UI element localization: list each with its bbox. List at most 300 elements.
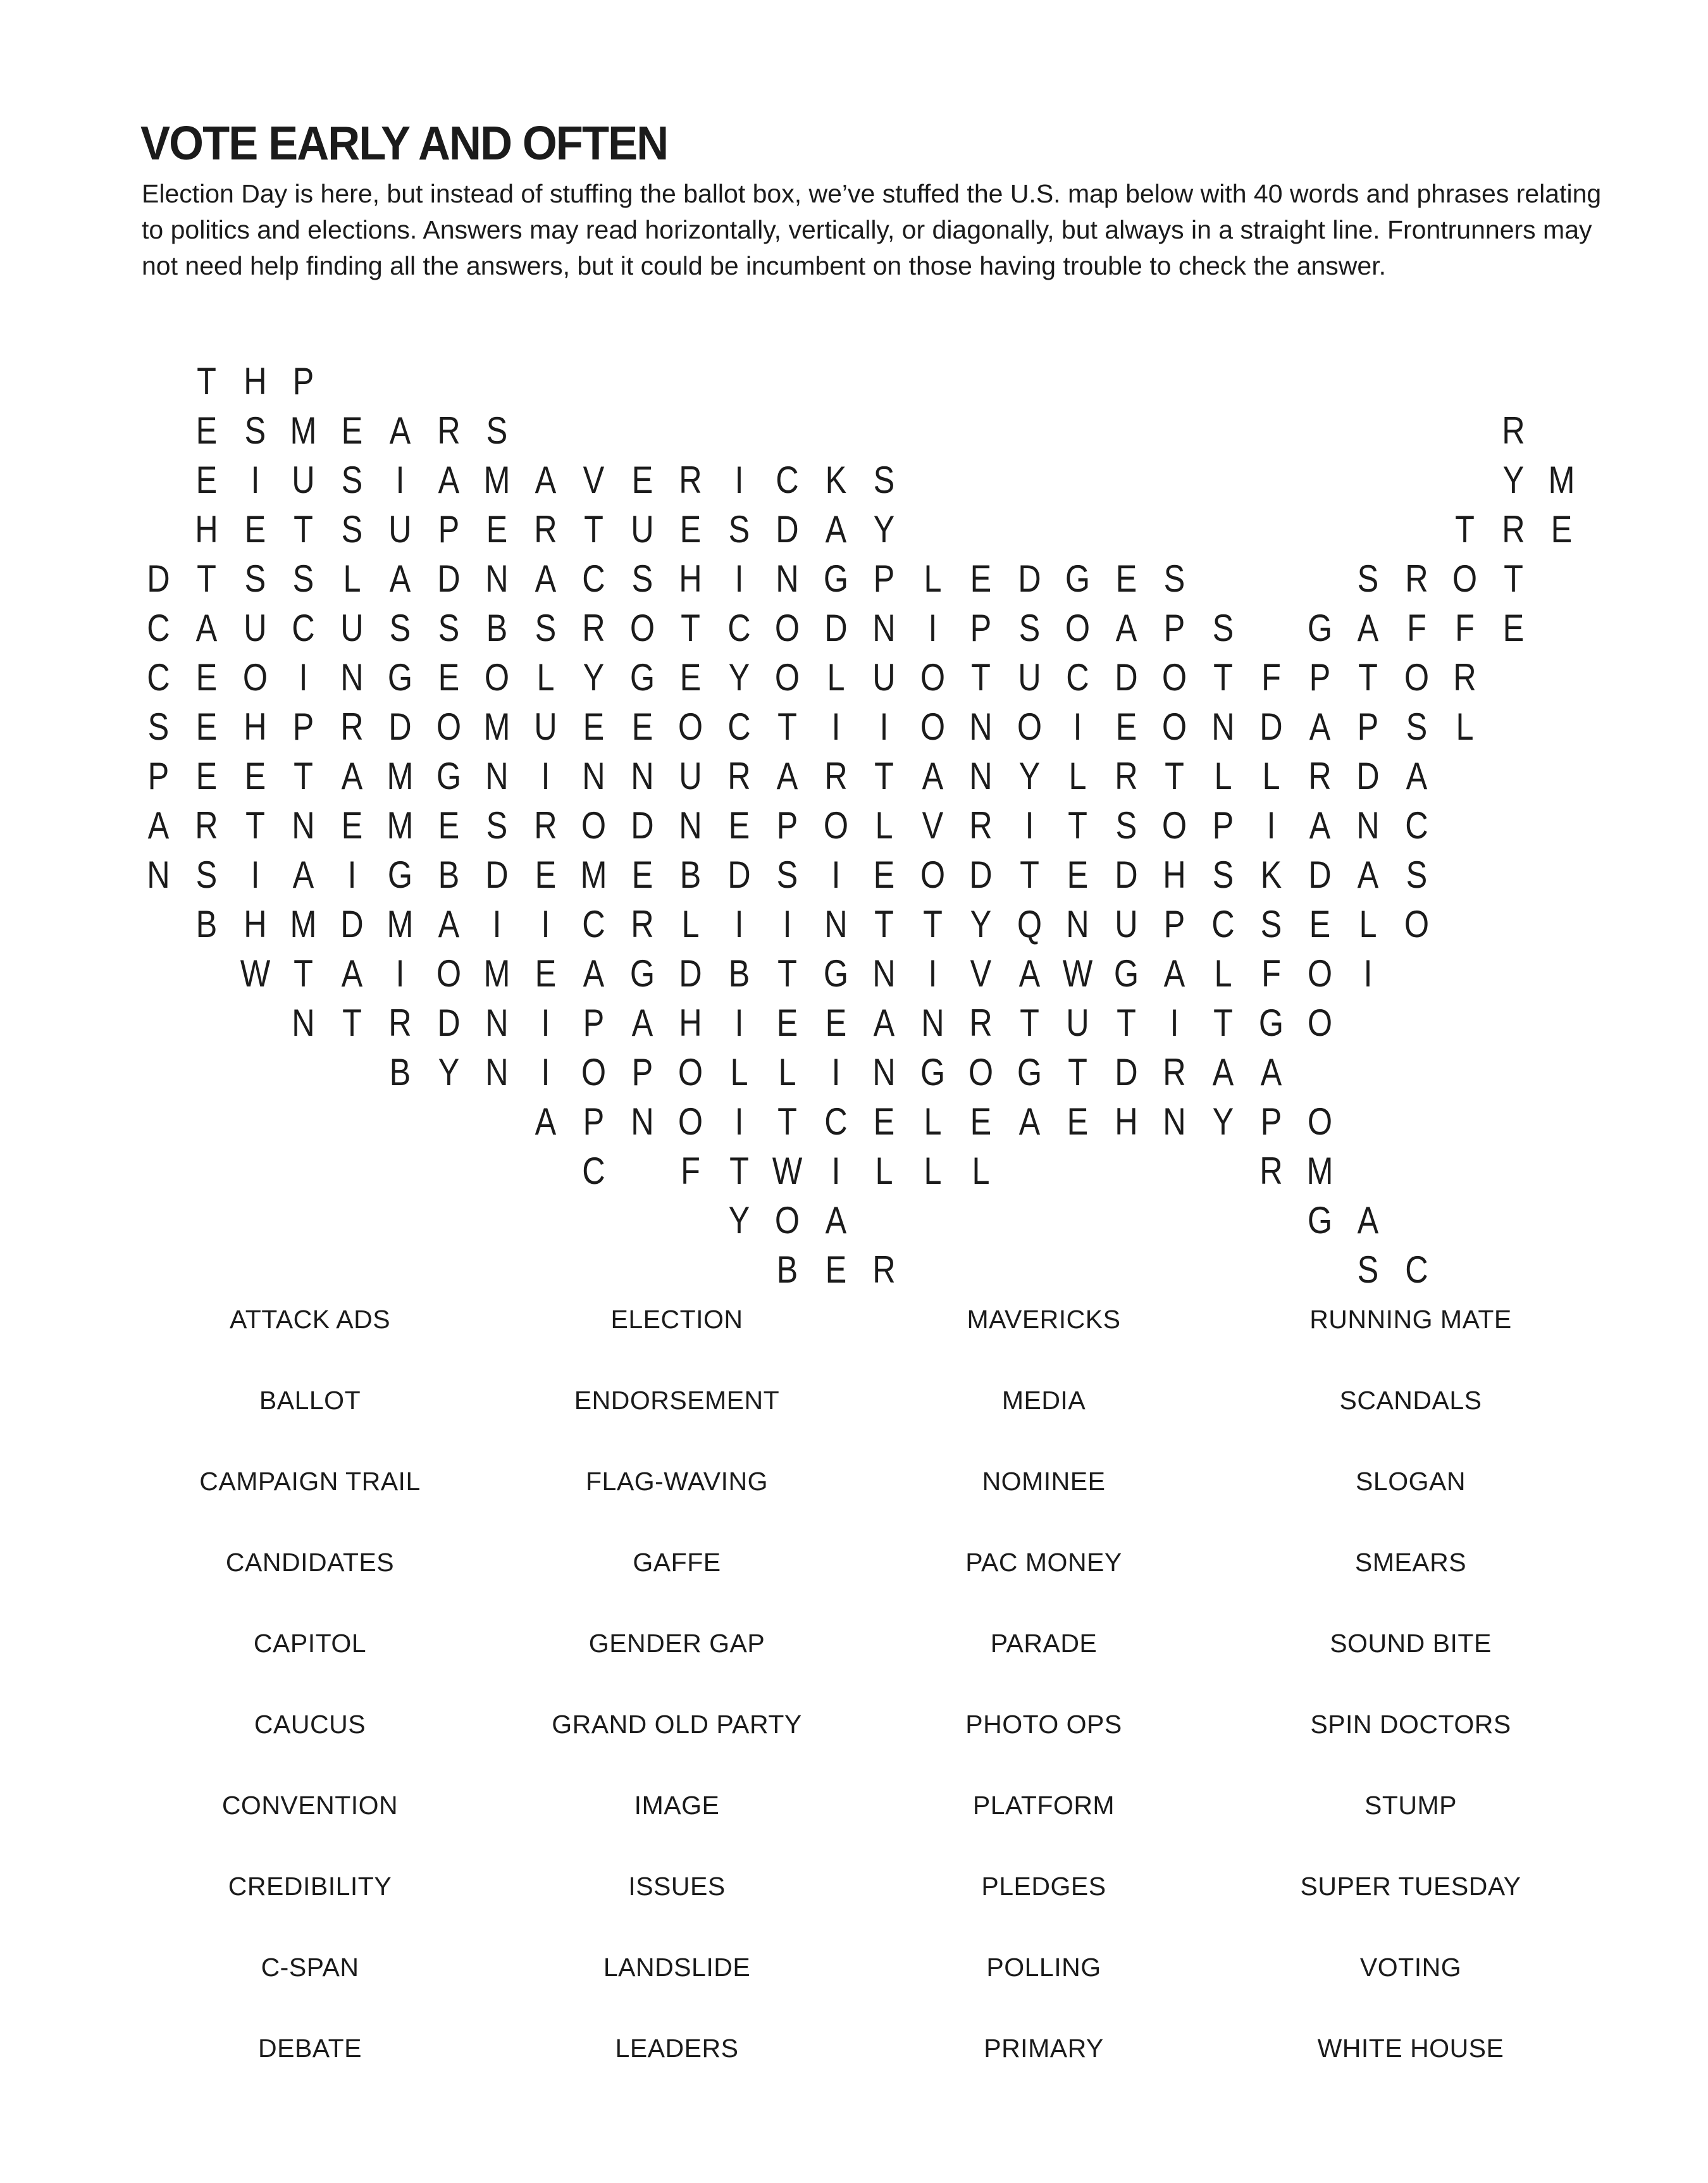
grid-letter: I xyxy=(1024,804,1034,847)
grid-letter: A xyxy=(292,853,314,896)
grid-letter: T xyxy=(1165,754,1184,797)
grid-letter: A xyxy=(583,952,605,995)
grid-letter: G xyxy=(387,656,413,699)
grid-letter: S xyxy=(1212,606,1234,649)
word-list-column xyxy=(1227,1279,1594,2089)
grid-letter: V xyxy=(970,952,992,995)
grid-letter: E xyxy=(1550,507,1573,550)
grid-letter: D xyxy=(388,705,412,748)
grid-letter: I xyxy=(395,458,405,501)
grid-letter: K xyxy=(825,458,846,501)
grid-letter: U xyxy=(872,656,896,699)
grid-letter: H xyxy=(243,705,267,748)
word-list-item: SCANDALS xyxy=(1339,1385,1482,1415)
word-list-item: ENDORSEMENT xyxy=(574,1385,780,1415)
grid-letter: N xyxy=(292,1001,315,1044)
grid-letter: U xyxy=(340,606,364,649)
word-list-item: LANDSLIDE xyxy=(603,1952,751,1982)
grid-letter: R xyxy=(872,1248,896,1291)
grid-letter: G xyxy=(1307,606,1332,649)
grid-letter: O xyxy=(436,705,461,748)
grid-letter: M xyxy=(483,705,511,748)
grid-letter: O xyxy=(1161,656,1187,699)
grid-letter: S xyxy=(244,557,266,600)
grid-letter: L xyxy=(1068,754,1087,797)
grid-letter: N xyxy=(969,705,993,748)
grid-letter: Q xyxy=(1017,902,1042,945)
grid-letter: S xyxy=(1212,853,1234,896)
grid-letter: I xyxy=(783,902,792,945)
grid-letter: L xyxy=(923,557,942,600)
grid-letter: E xyxy=(873,1100,895,1143)
grid-letter: L xyxy=(826,656,845,699)
grid-letter: U xyxy=(243,606,267,649)
grid-letter: L xyxy=(1213,754,1232,797)
grid-letter: R xyxy=(1259,1149,1283,1192)
grid-letter: L xyxy=(875,804,893,847)
grid-letter: I xyxy=(734,557,743,600)
grid-letter: A xyxy=(1309,804,1330,847)
grid-letter: B xyxy=(679,853,702,896)
word-list-item: DEBATE xyxy=(258,2033,362,2063)
grid-letter: T xyxy=(1503,557,1523,600)
grid-letter: E xyxy=(1067,1100,1089,1143)
grid-letter: N xyxy=(630,1100,654,1143)
grid-letter: R xyxy=(1501,507,1525,550)
grid-letter: G xyxy=(1113,952,1139,995)
grid-letter: I xyxy=(734,458,743,501)
grid-letter: R xyxy=(340,705,364,748)
word-list-item: PAC MONEY xyxy=(965,1547,1122,1577)
grid-letter: G xyxy=(387,853,413,896)
grid-letter: Y xyxy=(1018,754,1040,797)
grid-letter: R xyxy=(533,507,557,550)
grid-letter: N xyxy=(485,1001,509,1044)
grid-letter: I xyxy=(347,853,356,896)
grid-letter: D xyxy=(436,1001,461,1044)
grid-letter: S xyxy=(873,458,895,501)
grid-letter: A xyxy=(1018,952,1040,995)
grid-letter: N xyxy=(872,1050,896,1093)
grid-letter: L xyxy=(342,557,361,600)
grid-letter: G xyxy=(920,1050,945,1093)
grid-letter: T xyxy=(777,705,797,748)
grid-letter: Y xyxy=(728,1198,750,1241)
grid-letter: C xyxy=(146,656,170,699)
grid-letter: N xyxy=(292,804,315,847)
grid-letter: O xyxy=(581,1050,607,1093)
grid-letter: E xyxy=(1115,557,1137,600)
grid-letter: E xyxy=(631,458,653,501)
word-list-item: PRIMARY xyxy=(984,2033,1104,2063)
grid-letter: O xyxy=(1161,804,1187,847)
grid-letter: E xyxy=(873,853,895,896)
grid-letter: G xyxy=(823,952,848,995)
grid-letter: Y xyxy=(1212,1100,1234,1143)
grid-letter: A xyxy=(1309,705,1330,748)
grid-letter: C xyxy=(727,606,751,649)
grid-letter: I xyxy=(734,1001,743,1044)
grid-letter: N xyxy=(485,557,509,600)
grid-letter: M xyxy=(1548,458,1575,501)
grid-letter: M xyxy=(1306,1149,1333,1192)
grid-letter: T xyxy=(1358,656,1378,699)
grid-letter: D xyxy=(1114,1050,1138,1093)
word-list-item: CAPITOL xyxy=(253,1628,367,1658)
grid-letter: I xyxy=(831,1050,840,1093)
puzzle-instructions: Election Day is here, but instead of stuffing the ballot box, we’ve stuffed the U.S. map below with 40 words and phrases relating to politics and elections. Answers may read horizontally, vertically, or diagonally, but always in a straight line. Frontrunners may not need help finding all the answers, but it could be incumbent on those having trouble to check the answer. xyxy=(142,179,1602,280)
grid-letter: F xyxy=(1261,952,1281,995)
word-list-item: SLOGAN xyxy=(1356,1466,1466,1496)
grid-letter: A xyxy=(438,458,459,501)
grid-letter: W xyxy=(1062,952,1093,995)
grid-letter: P xyxy=(583,1100,605,1143)
grid-letter: W xyxy=(240,952,270,995)
grid-letter: A xyxy=(873,1001,895,1044)
grid-letter: O xyxy=(1161,705,1187,748)
grid-letter: S xyxy=(535,606,556,649)
grid-letter: T xyxy=(197,557,216,600)
grid-letter: I xyxy=(879,705,889,748)
word-list-item: ATTACK ADS xyxy=(229,1304,391,1334)
grid-letter: G xyxy=(1258,1001,1284,1044)
grid-letter: O xyxy=(1017,705,1042,748)
grid-letter: I xyxy=(831,705,840,748)
grid-letter: U xyxy=(1114,902,1138,945)
grid-letter: F xyxy=(1261,656,1281,699)
grid-letter: A xyxy=(1357,1198,1379,1241)
grid-letter: C xyxy=(1404,1248,1428,1291)
grid-letter: L xyxy=(1359,902,1377,945)
grid-letter: I xyxy=(734,902,743,945)
grid-letter: I xyxy=(831,853,840,896)
grid-letter: P xyxy=(873,557,895,600)
grid-letter: E xyxy=(679,507,702,550)
grid-letter: A xyxy=(1115,606,1137,649)
grid-letter: R xyxy=(969,1001,993,1044)
grid-letter: N xyxy=(485,754,509,797)
grid-letter: S xyxy=(438,606,459,649)
grid-letter: L xyxy=(778,1050,796,1093)
grid-letter: L xyxy=(972,1149,990,1192)
grid-letter: A xyxy=(1260,1050,1282,1093)
grid-letter: T xyxy=(874,902,894,945)
grid-letter: T xyxy=(197,359,216,402)
grid-letter: Y xyxy=(438,1050,459,1093)
grid-letter: B xyxy=(195,902,218,945)
grid-letter: A xyxy=(1018,1100,1040,1143)
word-list-column xyxy=(127,1279,493,2089)
grid-letter: K xyxy=(1260,853,1282,896)
grid-letter: H xyxy=(1114,1100,1138,1143)
word-list-item: SUPER TUESDAY xyxy=(1300,1871,1521,1901)
grid-letter: A xyxy=(147,804,169,847)
word-list-item: SPIN DOCTORS xyxy=(1310,1709,1511,1739)
puzzle-title: VOTE EARLY AND OFTEN xyxy=(140,116,668,170)
grid-letter: E xyxy=(195,754,218,797)
grid-letter: N xyxy=(630,754,654,797)
grid-letter: P xyxy=(1212,804,1234,847)
grid-letter: E xyxy=(1067,853,1089,896)
grid-letter: S xyxy=(341,507,362,550)
grid-letter: O xyxy=(968,1050,994,1093)
word-list-item: BALLOT xyxy=(259,1385,361,1415)
grid-letter: A xyxy=(1357,606,1379,649)
grid-letter: T xyxy=(342,1001,362,1044)
grid-letter: D xyxy=(1356,754,1380,797)
grid-letter: O xyxy=(678,705,703,748)
word-list-item: FLAG-WAVING xyxy=(586,1466,768,1496)
word-list-item: CAUCUS xyxy=(254,1709,366,1739)
grid-letter: E xyxy=(438,804,459,847)
grid-letter: T xyxy=(1213,656,1233,699)
grid-letter: O xyxy=(1404,902,1429,945)
grid-letter: P xyxy=(292,705,314,748)
grid-letter: R xyxy=(969,804,993,847)
grid-letter: T xyxy=(1068,804,1087,847)
grid-letter: T xyxy=(245,804,265,847)
grid-letter: I xyxy=(492,902,502,945)
grid-letter: S xyxy=(631,557,653,600)
grid-letter: D xyxy=(146,557,170,600)
word-list-item: ELECTION xyxy=(610,1304,743,1334)
grid-letter: H xyxy=(679,557,702,600)
grid-letter: R xyxy=(195,804,218,847)
grid-letter: E xyxy=(970,1100,992,1143)
grid-letter: E xyxy=(244,507,266,550)
grid-letter: M xyxy=(387,804,414,847)
grid-letter: N xyxy=(1163,1100,1186,1143)
grid-letter: S xyxy=(244,409,266,452)
grid-letter: H xyxy=(243,359,267,402)
grid-letter: M xyxy=(387,902,414,945)
grid-letter: A xyxy=(825,507,846,550)
grid-letter: B xyxy=(389,1050,411,1093)
grid-letter: G xyxy=(629,952,655,995)
word-list-item: CAMPAIGN TRAIL xyxy=(199,1466,421,1496)
grid-letter: S xyxy=(728,507,750,550)
grid-letter: I xyxy=(250,458,259,501)
grid-letter: A xyxy=(631,1001,653,1044)
grid-letter: T xyxy=(584,507,603,550)
grid-letter: S xyxy=(341,458,362,501)
grid-letter: O xyxy=(1452,557,1478,600)
grid-letter: A xyxy=(389,557,411,600)
grid-letter: O xyxy=(1307,952,1332,995)
grid-letter: S xyxy=(486,804,508,847)
grid-letter: E xyxy=(825,1001,846,1044)
grid-letter: Y xyxy=(1502,458,1524,501)
grid-letter: H xyxy=(243,902,267,945)
word-list-item: GAFFE xyxy=(633,1547,721,1577)
grid-letter: D xyxy=(1114,853,1138,896)
grid-letter: E xyxy=(486,507,508,550)
word-list-item: WHITE HOUSE xyxy=(1317,2033,1504,2063)
grid-letter: R xyxy=(824,754,848,797)
grid-letter: C xyxy=(292,606,315,649)
grid-letter: N xyxy=(146,853,170,896)
grid-letter: V xyxy=(922,804,943,847)
grid-letter: R xyxy=(727,754,751,797)
grid-letter: S xyxy=(195,853,218,896)
grid-letter: U xyxy=(533,705,557,748)
grid-letter: B xyxy=(728,952,750,995)
word-list-item: GENDER GAP xyxy=(588,1628,765,1658)
grid-letter: E xyxy=(535,853,556,896)
grid-letter: S xyxy=(1357,1248,1379,1291)
grid-letter: R xyxy=(1114,754,1138,797)
grid-letter: D xyxy=(485,853,509,896)
grid-letter: A xyxy=(1357,853,1379,896)
grid-letter: E xyxy=(970,557,992,600)
grid-letter: G xyxy=(436,754,461,797)
grid-letter: T xyxy=(1455,507,1475,550)
grid-letter: O xyxy=(581,804,607,847)
grid-letter: P xyxy=(292,359,314,402)
grid-letter: T xyxy=(1019,1001,1039,1044)
grid-letter: O xyxy=(1307,1001,1332,1044)
word-list-item: CONVENTION xyxy=(221,1790,399,1820)
grid-letter: L xyxy=(729,1050,748,1093)
grid-letter: P xyxy=(583,1001,605,1044)
grid-letter: I xyxy=(395,952,405,995)
grid-letter: S xyxy=(486,409,508,452)
grid-letter: S xyxy=(1115,804,1137,847)
grid-letter: B xyxy=(776,1248,798,1291)
grid-letter: R xyxy=(1404,557,1428,600)
grid-letter: O xyxy=(629,606,655,649)
grid-letter: G xyxy=(1065,557,1091,600)
grid-letter: A xyxy=(341,952,362,995)
grid-letter: S xyxy=(1260,902,1282,945)
grid-letter: F xyxy=(1455,606,1475,649)
grid-letter: R xyxy=(1308,754,1332,797)
grid-letter: R xyxy=(582,606,605,649)
grid-letter: O xyxy=(1307,1100,1332,1143)
grid-letter: P xyxy=(1163,606,1185,649)
grid-letter: E xyxy=(1309,902,1330,945)
grid-letter: O xyxy=(1404,656,1429,699)
grid-letter: V xyxy=(583,458,605,501)
grid-letter: G xyxy=(1017,1050,1042,1093)
word-list-item: STUMP xyxy=(1365,1790,1457,1820)
grid-letter: S xyxy=(1018,606,1040,649)
grid-letter: S xyxy=(1406,705,1427,748)
grid-letter: P xyxy=(631,1050,653,1093)
grid-letter: S xyxy=(147,705,169,748)
grid-letter: L xyxy=(1262,754,1280,797)
word-list-item: RUNNING MATE xyxy=(1309,1304,1512,1334)
grid-letter: O xyxy=(920,853,945,896)
grid-letter: O xyxy=(484,656,510,699)
grid-letter: I xyxy=(1266,804,1276,847)
grid-letter: P xyxy=(438,507,459,550)
grid-letter: M xyxy=(580,853,607,896)
grid-letter: M xyxy=(483,952,511,995)
grid-letter: I xyxy=(540,902,550,945)
grid-letter: S xyxy=(292,557,314,600)
word-list-item: IMAGE xyxy=(634,1790,720,1820)
grid-letter: A xyxy=(1163,952,1185,995)
grid-letter: D xyxy=(1308,853,1332,896)
grid-letter: B xyxy=(486,606,508,649)
grid-letter: D xyxy=(727,853,751,896)
grid-letter: O xyxy=(678,1050,703,1093)
grid-letter: P xyxy=(1357,705,1379,748)
grid-letter: S xyxy=(1357,557,1379,600)
word-list-item: MEDIA xyxy=(1001,1385,1086,1415)
word-list-item: VOTING xyxy=(1359,1952,1462,1982)
grid-letter: I xyxy=(250,853,259,896)
grid-letter: R xyxy=(1163,1050,1186,1093)
grid-letter: T xyxy=(777,952,797,995)
grid-letter: E xyxy=(1502,606,1524,649)
grid-letter: U xyxy=(679,754,702,797)
grid-letter: E xyxy=(631,705,653,748)
grid-letter: C xyxy=(1211,902,1235,945)
grid-letter: E xyxy=(728,804,750,847)
grid-letter: S xyxy=(389,606,411,649)
grid-letter: C xyxy=(582,557,605,600)
grid-letter: W xyxy=(772,1149,803,1192)
grid-letter: N xyxy=(824,902,848,945)
grid-letter: A xyxy=(535,1100,556,1143)
grid-letter: D xyxy=(630,804,654,847)
grid-letter: L xyxy=(923,1100,942,1143)
grid-letter: D xyxy=(1017,557,1041,600)
grid-letter: O xyxy=(436,952,461,995)
grid-letter: A xyxy=(825,1198,846,1241)
grid-letter: D xyxy=(969,853,993,896)
grid-letter: E xyxy=(195,656,218,699)
grid-letter: S xyxy=(1163,557,1185,600)
word-list-item: PLEDGES xyxy=(981,1871,1106,1901)
word-list-item: C-SPAN xyxy=(261,1952,359,1982)
grid-letter: E xyxy=(244,754,266,797)
grid-letter: E xyxy=(631,853,653,896)
grid-letter: U xyxy=(388,507,412,550)
grid-letter: A xyxy=(1212,1050,1234,1093)
grid-letter: P xyxy=(1163,902,1185,945)
grid-letter: U xyxy=(292,458,315,501)
grid-letter: A xyxy=(535,458,556,501)
word-list-item: CREDIBILITY xyxy=(228,1871,392,1901)
grid-letter: P xyxy=(970,606,992,649)
grid-letter: I xyxy=(831,1149,840,1192)
grid-letter: A xyxy=(341,754,362,797)
grid-letter: O xyxy=(678,1100,703,1143)
word-list-item: PHOTO OPS xyxy=(965,1709,1122,1739)
grid-letter: M xyxy=(290,409,317,452)
grid-letter: C xyxy=(1404,804,1428,847)
grid-letter: T xyxy=(729,1149,749,1192)
grid-letter: N xyxy=(872,952,896,995)
grid-letter: F xyxy=(681,1149,700,1192)
grid-letter: E xyxy=(438,656,459,699)
grid-letter: O xyxy=(242,656,268,699)
grid-letter: C xyxy=(146,606,170,649)
grid-letter: L xyxy=(536,656,555,699)
grid-letter: B xyxy=(438,853,459,896)
grid-letter: P xyxy=(776,804,798,847)
grid-letter: U xyxy=(630,507,654,550)
grid-letter: O xyxy=(774,1198,800,1241)
grid-letter: C xyxy=(582,902,605,945)
grid-letter: L xyxy=(923,1149,942,1192)
grid-letter: O xyxy=(774,606,800,649)
word-list-item: SOUND BITE xyxy=(1330,1628,1492,1658)
word-list-item: POLLING xyxy=(986,1952,1101,1982)
